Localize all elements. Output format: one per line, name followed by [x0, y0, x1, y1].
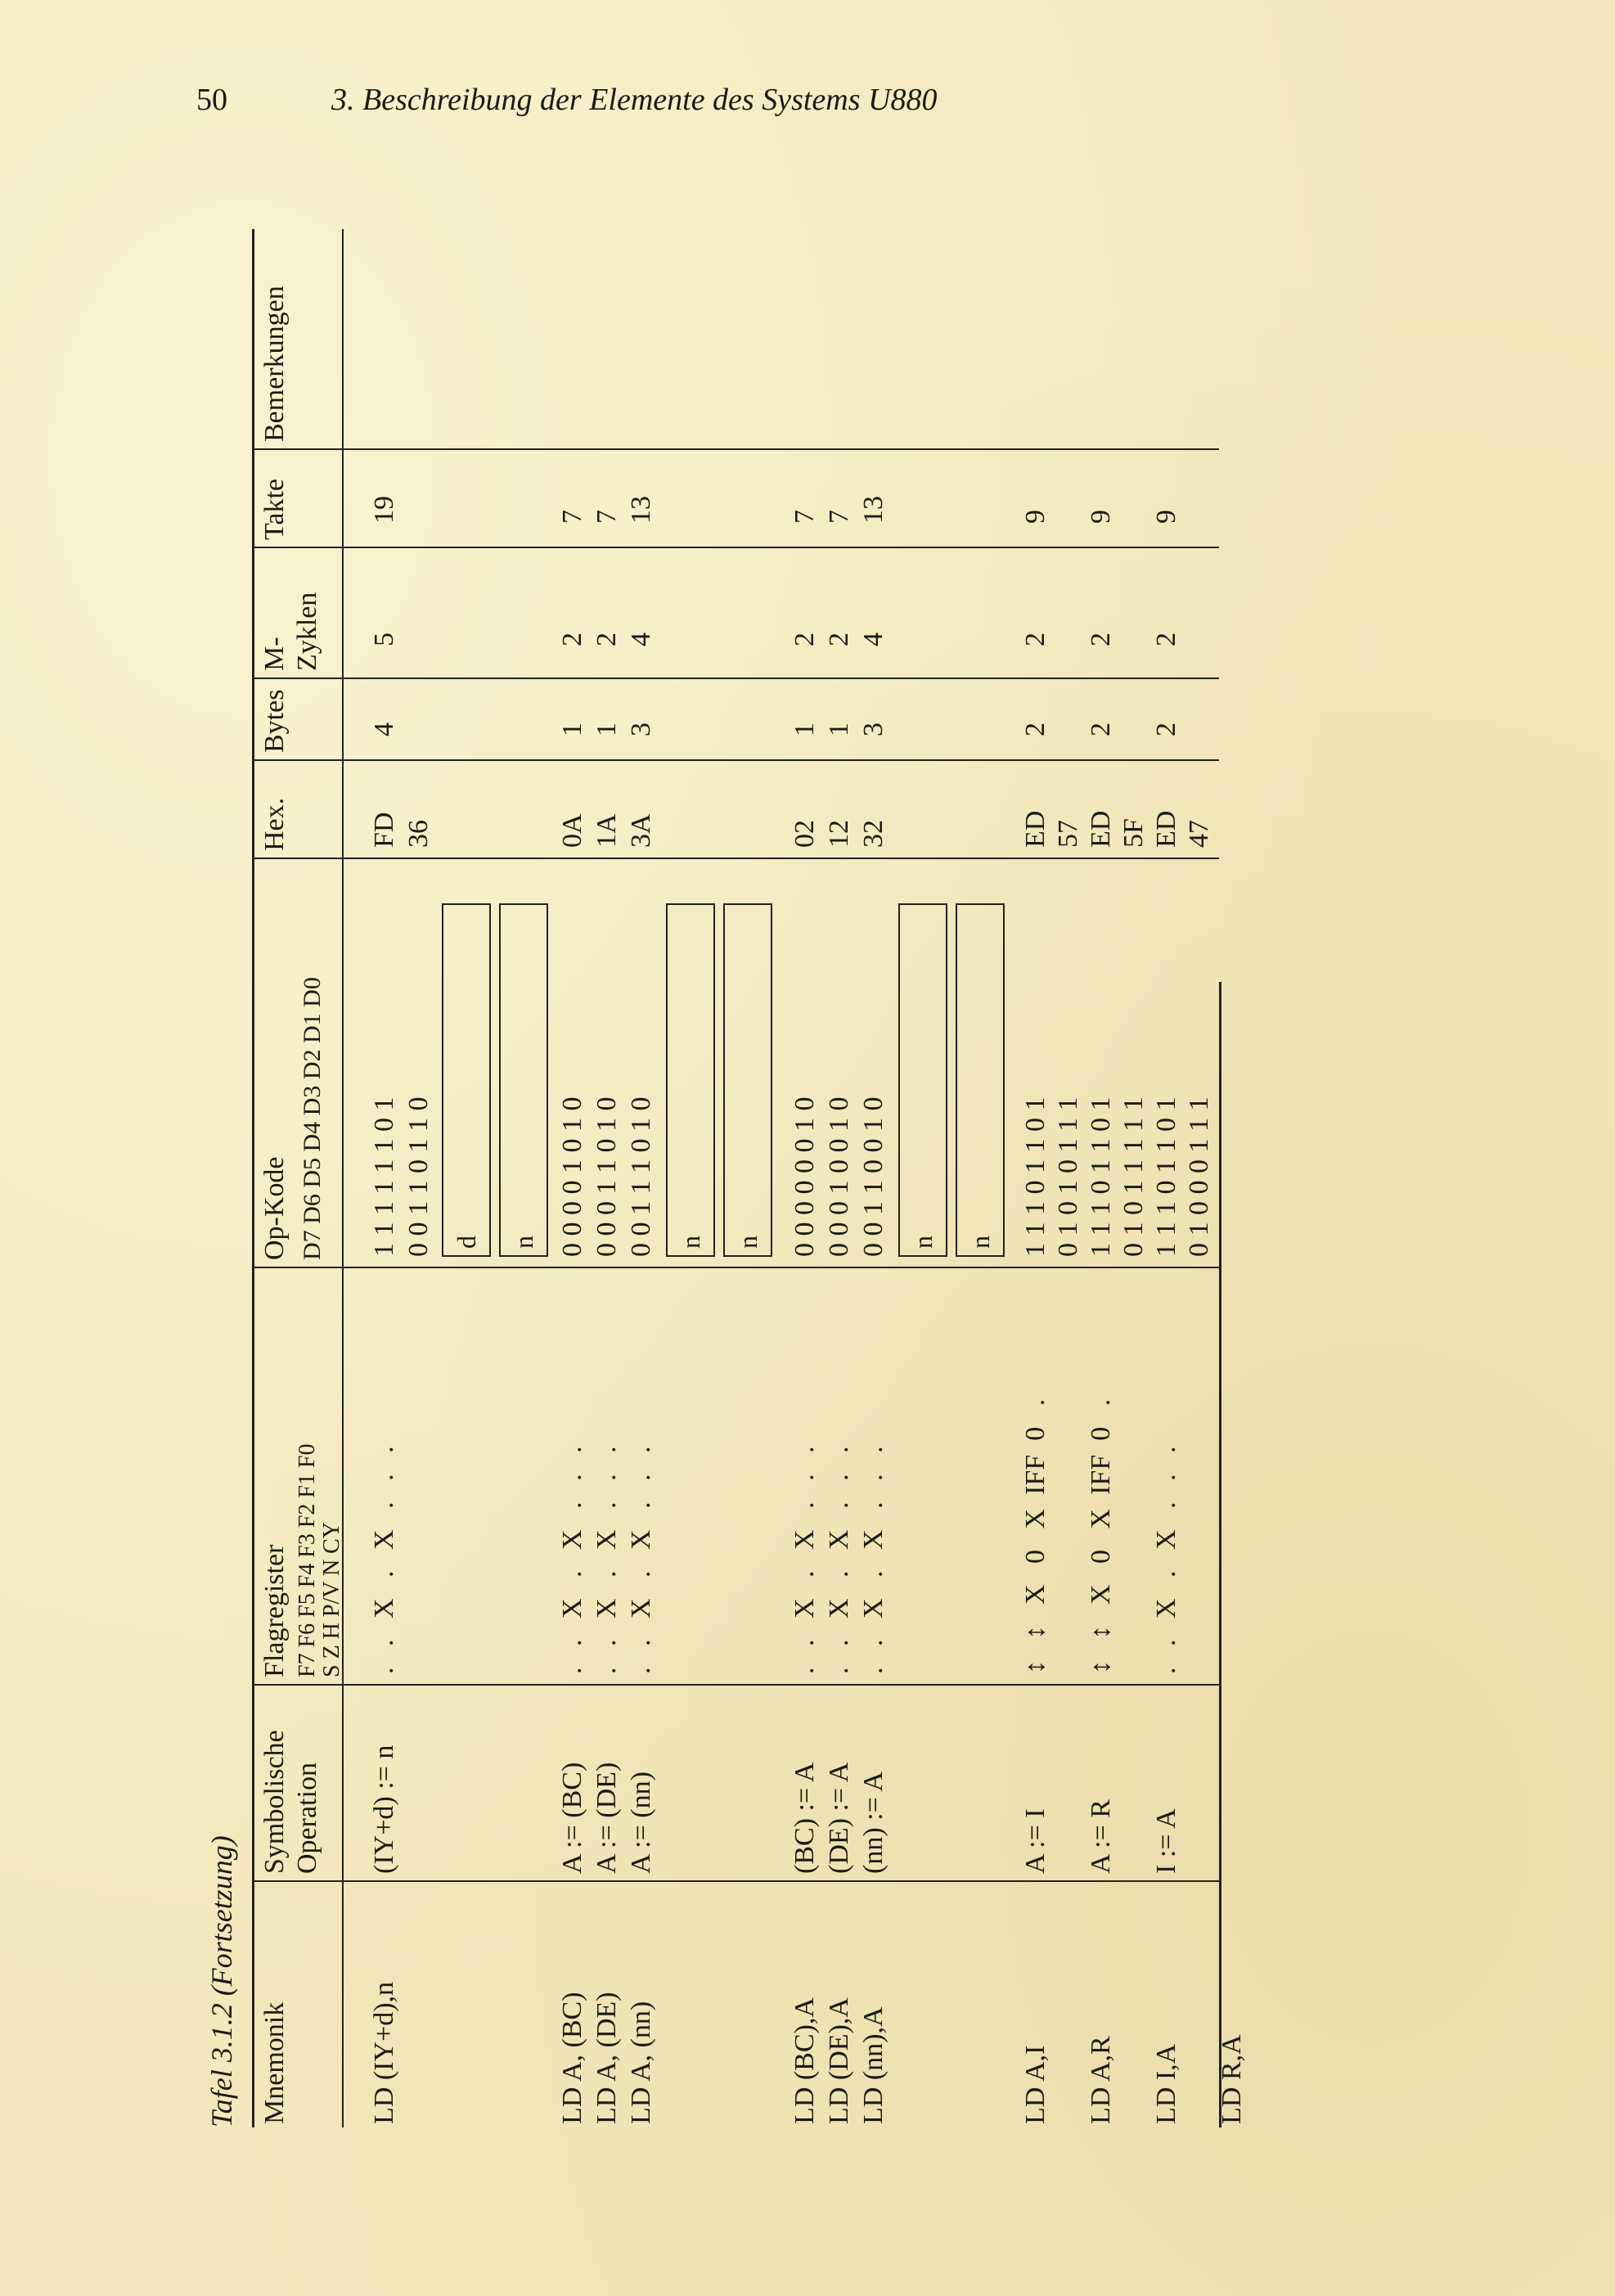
cell-operation: A := R [1086, 1799, 1116, 1874]
cell-takte: 9 [1086, 510, 1116, 524]
cell-mzyklen: 4 [626, 633, 656, 646]
cell-opcode: 0 1 0 1 1 1 1 1 [1118, 1096, 1149, 1257]
cell-takte: 7 [557, 510, 587, 524]
cell-flags: . . X . X . . . [824, 1446, 854, 1674]
cell-mnemonik: LD (IY+d),n [369, 1981, 399, 2124]
cell-hex: 12 [824, 820, 854, 848]
cell-bytes: 1 [790, 723, 820, 736]
cell-takte: 19 [369, 496, 399, 524]
cell-mnemonik: LD R,A [1217, 2034, 1247, 2124]
cell-opcode: 0 0 0 1 1 0 1 0 [592, 1096, 622, 1257]
cell-hex: 3A [626, 813, 656, 848]
header-flagregister: Flagregister [259, 1544, 290, 1677]
cell-opcode: 0 1 0 0 0 1 1 1 [1184, 1096, 1214, 1257]
cell-mnemonik: LD (BC),A [790, 1997, 820, 2124]
header-bemerkungen: Bemerkungen [259, 286, 290, 442]
cell-hex: 32 [858, 820, 888, 848]
cell-mnemonik: LD (nn),A [858, 2006, 888, 2124]
operand-box-n: n [666, 903, 715, 1257]
cell-bytes: 1 [557, 723, 587, 736]
cell-hex: 36 [403, 820, 434, 848]
cell-bytes: 2 [1086, 723, 1116, 736]
cell-hex: ED [1020, 810, 1050, 848]
header-bytes: Bytes [259, 689, 290, 753]
cell-flags: . . X . X . . . [1151, 1446, 1181, 1674]
header-operation: Operation [292, 1763, 322, 1874]
cell-takte: 7 [824, 510, 854, 524]
cell-operation: (DE) := A [824, 1762, 854, 1874]
cell-takte: 9 [1020, 510, 1050, 524]
cell-mzyklen: 2 [1151, 633, 1181, 646]
cell-mzyklen: 4 [858, 633, 888, 646]
cell-flags: . . X . X . . . [858, 1446, 888, 1674]
cell-hex: ED [1151, 810, 1181, 848]
header-opkode: Op-Kode [259, 1156, 290, 1260]
cell-flags: . . X . X . . . [592, 1446, 622, 1674]
cell-hex: 02 [790, 820, 820, 848]
cell-operation: I := A [1151, 1808, 1181, 1874]
cell-takte: 7 [790, 510, 820, 524]
cell-bytes: 1 [824, 723, 854, 736]
cell-operation: (nn) := A [858, 1772, 888, 1874]
cell-hex: 1A [592, 813, 622, 848]
header-hex: Hex. [259, 797, 290, 851]
cell-mzyklen: 2 [592, 633, 622, 646]
cell-bytes: 4 [369, 723, 399, 736]
cell-opcode: 0 0 1 1 1 0 1 0 [626, 1096, 656, 1257]
cell-opcode: 0 0 1 1 0 1 1 0 [403, 1096, 434, 1257]
cell-hex: ED [1086, 810, 1116, 848]
cell-bytes: 1 [592, 723, 622, 736]
running-title: 3. Beschreibung der Elemente des Systems U880 [331, 83, 938, 117]
cell-flags: ↕ ↕ X 0 X IFF 0 . [1086, 1398, 1116, 1674]
cell-bytes: 2 [1151, 723, 1181, 736]
cell-mzyklen: 2 [790, 633, 820, 646]
header-flag-names: S Z H P/V N CY [319, 1521, 344, 1677]
operand-box-n: n [898, 903, 947, 1257]
cell-opcode: 0 1 0 1 0 1 1 1 [1053, 1096, 1083, 1257]
cell-hex: 0A [557, 813, 587, 848]
cell-mnemonik: LD (DE),A [824, 1997, 854, 2124]
cell-takte: 13 [858, 496, 888, 524]
cell-bytes: 2 [1020, 723, 1050, 736]
cell-hex: FD [369, 812, 399, 848]
cell-operation: A := (nn) [626, 1772, 656, 1874]
cell-operation: A := I [1020, 1808, 1050, 1874]
cell-flags: . . X . X . . . [557, 1446, 587, 1674]
header-mzyklen-2: Zyklen [292, 592, 322, 671]
cell-flags: . . X . X . . . [626, 1446, 656, 1674]
cell-takte: 9 [1151, 510, 1181, 524]
cell-mzyklen: 2 [1086, 633, 1116, 646]
cell-flags: ↕ ↕ X 0 X IFF 0 . [1020, 1398, 1050, 1674]
cell-mzyklen: 5 [369, 633, 399, 646]
cell-hex: 57 [1053, 820, 1083, 848]
cell-hex: 47 [1184, 820, 1214, 848]
cell-takte: 13 [626, 496, 656, 524]
cell-opcode: 1 1 1 0 1 1 0 1 [1086, 1096, 1116, 1257]
operand-box-d: d [442, 903, 491, 1257]
cell-opcode: 1 1 1 0 1 1 0 1 [1151, 1096, 1181, 1257]
cell-opcode: 0 0 0 0 1 0 1 0 [557, 1096, 587, 1257]
cell-opcode: 0 0 0 1 0 0 1 0 [824, 1096, 854, 1257]
cell-mnemonik: LD A,R [1086, 2036, 1116, 2124]
cell-mnemonik: LD A, (BC) [557, 1992, 587, 2124]
cell-mnemonik: LD A, (DE) [592, 1992, 622, 2124]
operand-box-n: n [956, 903, 1005, 1257]
page-number: 50 [196, 83, 227, 117]
cell-mzyklen: 2 [557, 633, 587, 646]
operand-box-n: n [723, 903, 772, 1257]
cell-mzyklen: 2 [1020, 633, 1050, 646]
cell-flags: . . X . X . . . [369, 1446, 399, 1674]
cell-opcode: 1 1 1 1 1 1 0 1 [369, 1096, 399, 1257]
cell-bytes: 3 [858, 723, 888, 736]
cell-operation: (BC) := A [790, 1762, 820, 1874]
rotated-table-tail [205, 188, 1247, 2152]
cell-mnemonik: LD A,I [1020, 2045, 1050, 2124]
cell-opcode: 0 0 1 1 0 0 1 0 [858, 1096, 888, 1257]
cell-operation: A := (DE) [592, 1762, 622, 1874]
header-flag-bits: F7 F6 F5 F4 F3 F2 F1 F0 [295, 1443, 320, 1677]
operand-box-n: n [499, 903, 548, 1257]
cell-mnemonik: LD A, (nn) [626, 2001, 656, 2124]
header-mzyklen-1: M- [259, 637, 290, 671]
cell-takte: 7 [592, 510, 622, 524]
header-takte: Takte [259, 478, 290, 540]
cell-mzyklen: 2 [824, 633, 854, 646]
cell-flags: . . X . X . . . [790, 1446, 820, 1674]
cell-mnemonik: LD I,A [1151, 2043, 1181, 2124]
cell-operation: (IY+d) := n [369, 1745, 399, 1874]
cell-opcode: 0 0 0 0 0 0 1 0 [790, 1096, 820, 1257]
header-mnemonik: Mnemonik [259, 2001, 290, 2124]
cell-hex: 5F [1118, 818, 1149, 848]
header-symbolische: Symbolische [259, 1730, 290, 1874]
cell-operation: A := (BC) [557, 1762, 587, 1874]
table-caption: Tafel 3.1.2 (Fortsetzung) [205, 1835, 238, 2127]
cell-bytes: 3 [626, 723, 656, 736]
cell-opcode: 1 1 1 0 1 1 0 1 [1020, 1096, 1050, 1257]
header-opkode-bits: D7 D6 D5 D4 D3 D2 D1 D0 [299, 977, 326, 1260]
